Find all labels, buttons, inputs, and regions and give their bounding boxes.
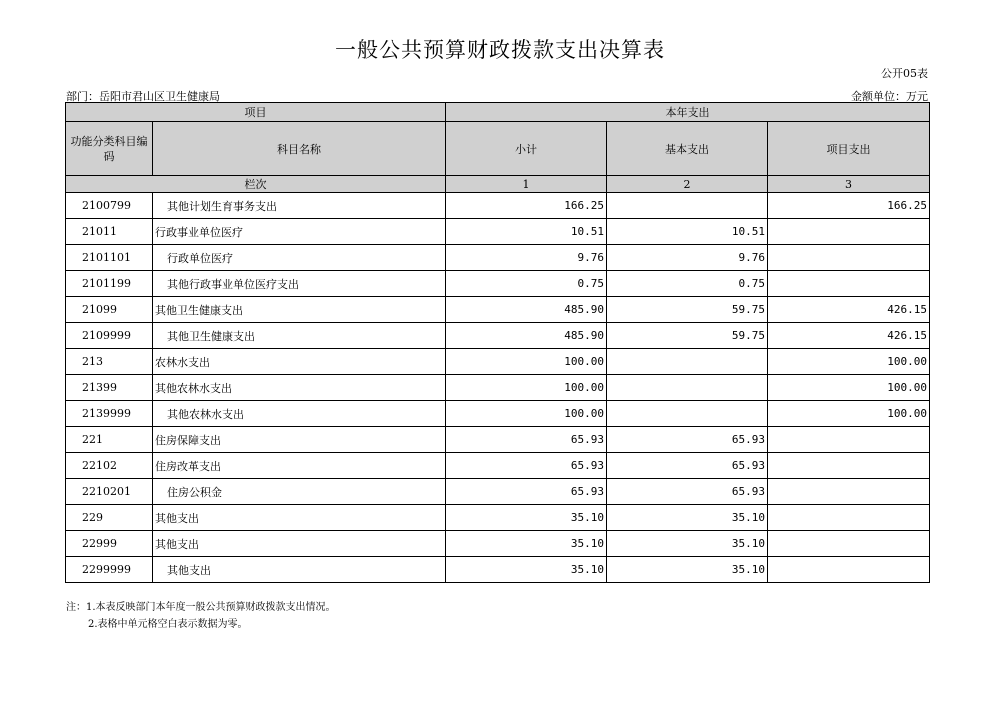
notes [66,599,336,633]
row-basic: 65.93 [607,479,768,505]
row-code: 22999 [66,531,153,557]
row-subtotal: 485.90 [446,323,607,349]
row-code: 22102 [66,453,153,479]
row-basic: 35.10 [607,505,768,531]
table-row [66,349,930,375]
row-project: 100.00 [768,375,930,401]
row-project: 166.25 [768,193,930,219]
table-row [66,531,930,557]
row-subtotal: 100.00 [446,375,607,401]
header-current-year-expense: 本年支出 [446,103,930,122]
row-code: 2100799 [66,193,153,219]
header-subtotal: 小计 [446,122,607,176]
row-code: 21011 [66,219,153,245]
row-basic [607,401,768,427]
table-row [66,557,930,583]
table-row [66,271,930,297]
row-subject-name: 其他卫生健康支出 [153,323,446,349]
row-subject-name: 行政单位医疗 [153,245,446,271]
header-subject-name: 科目名称 [153,122,446,176]
row-subject-name: 住房保障支出 [153,427,446,453]
row-project [768,427,930,453]
row-subtotal: 35.10 [446,531,607,557]
header-row-1 [66,103,930,122]
row-basic [607,375,768,401]
table-row [66,193,930,219]
row-subject-name: 农林水支出 [153,349,446,375]
row-subject-name: 其他计划生育事务支出 [153,193,446,219]
table-row [66,323,930,349]
table-row [66,375,930,401]
row-project [768,531,930,557]
row-subject-name: 其他行政事业单位医疗支出 [153,271,446,297]
row-project: 100.00 [768,349,930,375]
row-project [768,271,930,297]
row-subtotal: 9.76 [446,245,607,271]
row-subtotal: 166.25 [446,193,607,219]
row-code: 213 [66,349,153,375]
row-subtotal: 35.10 [446,557,607,583]
row-subject-name: 其他支出 [153,557,446,583]
header-col2: 2 [607,176,768,193]
row-subtotal: 100.00 [446,401,607,427]
page-title: 一般公共预算财政拨款支出决算表 [335,38,665,62]
row-project [768,245,930,271]
row-project: 100.00 [768,401,930,427]
row-basic: 9.76 [607,245,768,271]
header-basic: 基本支出 [607,122,768,176]
table-row [66,427,930,453]
header-column-no: 栏次 [66,176,446,193]
row-subject-name: 住房改革支出 [153,453,446,479]
row-subtotal: 0.75 [446,271,607,297]
header-project: 项目 [66,103,446,122]
row-basic: 59.75 [607,323,768,349]
row-basic: 59.75 [607,297,768,323]
row-subtotal: 65.93 [446,479,607,505]
row-basic: 65.93 [607,427,768,453]
table-row [66,505,930,531]
department-label: 部门：岳阳市君山区卫生健康局 [66,90,220,103]
header-row-2 [66,122,930,176]
row-subtotal: 485.90 [446,297,607,323]
row-subtotal: 100.00 [446,349,607,375]
row-subtotal: 65.93 [446,453,607,479]
row-subject-name: 其他支出 [153,505,446,531]
row-code: 21399 [66,375,153,401]
row-subject-name: 住房公积金 [153,479,446,505]
header-func-code: 功能分类科目编码 [66,122,153,176]
form-code-label: 公开05表 [881,67,928,80]
table-row [66,245,930,271]
row-code: 229 [66,505,153,531]
row-basic: 65.93 [607,453,768,479]
row-basic: 35.10 [607,557,768,583]
row-subject-name: 其他农林水支出 [153,401,446,427]
row-basic [607,193,768,219]
header-row-3 [66,176,930,193]
row-code: 2101101 [66,245,153,271]
header-project-expense: 项目支出 [768,122,930,176]
row-project [768,479,930,505]
table-row [66,479,930,505]
row-project: 426.15 [768,323,930,349]
row-subject-name: 其他卫生健康支出 [153,297,446,323]
row-code: 2109999 [66,323,153,349]
table-row [66,219,930,245]
row-project [768,505,930,531]
note-2: 2.表格中单元格空白表示数据为零。 [88,619,248,630]
row-project: 426.15 [768,297,930,323]
row-subject-name: 其他支出 [153,531,446,557]
header-col3: 3 [768,176,930,193]
row-subtotal: 10.51 [446,219,607,245]
row-project [768,557,930,583]
row-subtotal: 35.10 [446,505,607,531]
row-code: 2101199 [66,271,153,297]
row-basic: 35.10 [607,531,768,557]
row-subtotal: 65.93 [446,427,607,453]
table-row [66,401,930,427]
row-code: 2139999 [66,401,153,427]
row-subject-name: 行政事业单位医疗 [153,219,446,245]
header-col1: 1 [446,176,607,193]
row-subject-name: 其他农林水支出 [153,375,446,401]
row-basic [607,349,768,375]
row-code: 221 [66,427,153,453]
row-basic: 0.75 [607,271,768,297]
table-row [66,297,930,323]
row-code: 21099 [66,297,153,323]
row-project [768,453,930,479]
row-basic: 10.51 [607,219,768,245]
row-code: 2299999 [66,557,153,583]
expense-table [65,102,930,583]
row-project [768,219,930,245]
amount-unit-label: 金额单位：万元 [851,90,928,103]
note-1: 注：1.本表反映部门本年度一般公共预算财政拨款支出情况。 [66,602,336,613]
table-row [66,453,930,479]
row-code: 2210201 [66,479,153,505]
